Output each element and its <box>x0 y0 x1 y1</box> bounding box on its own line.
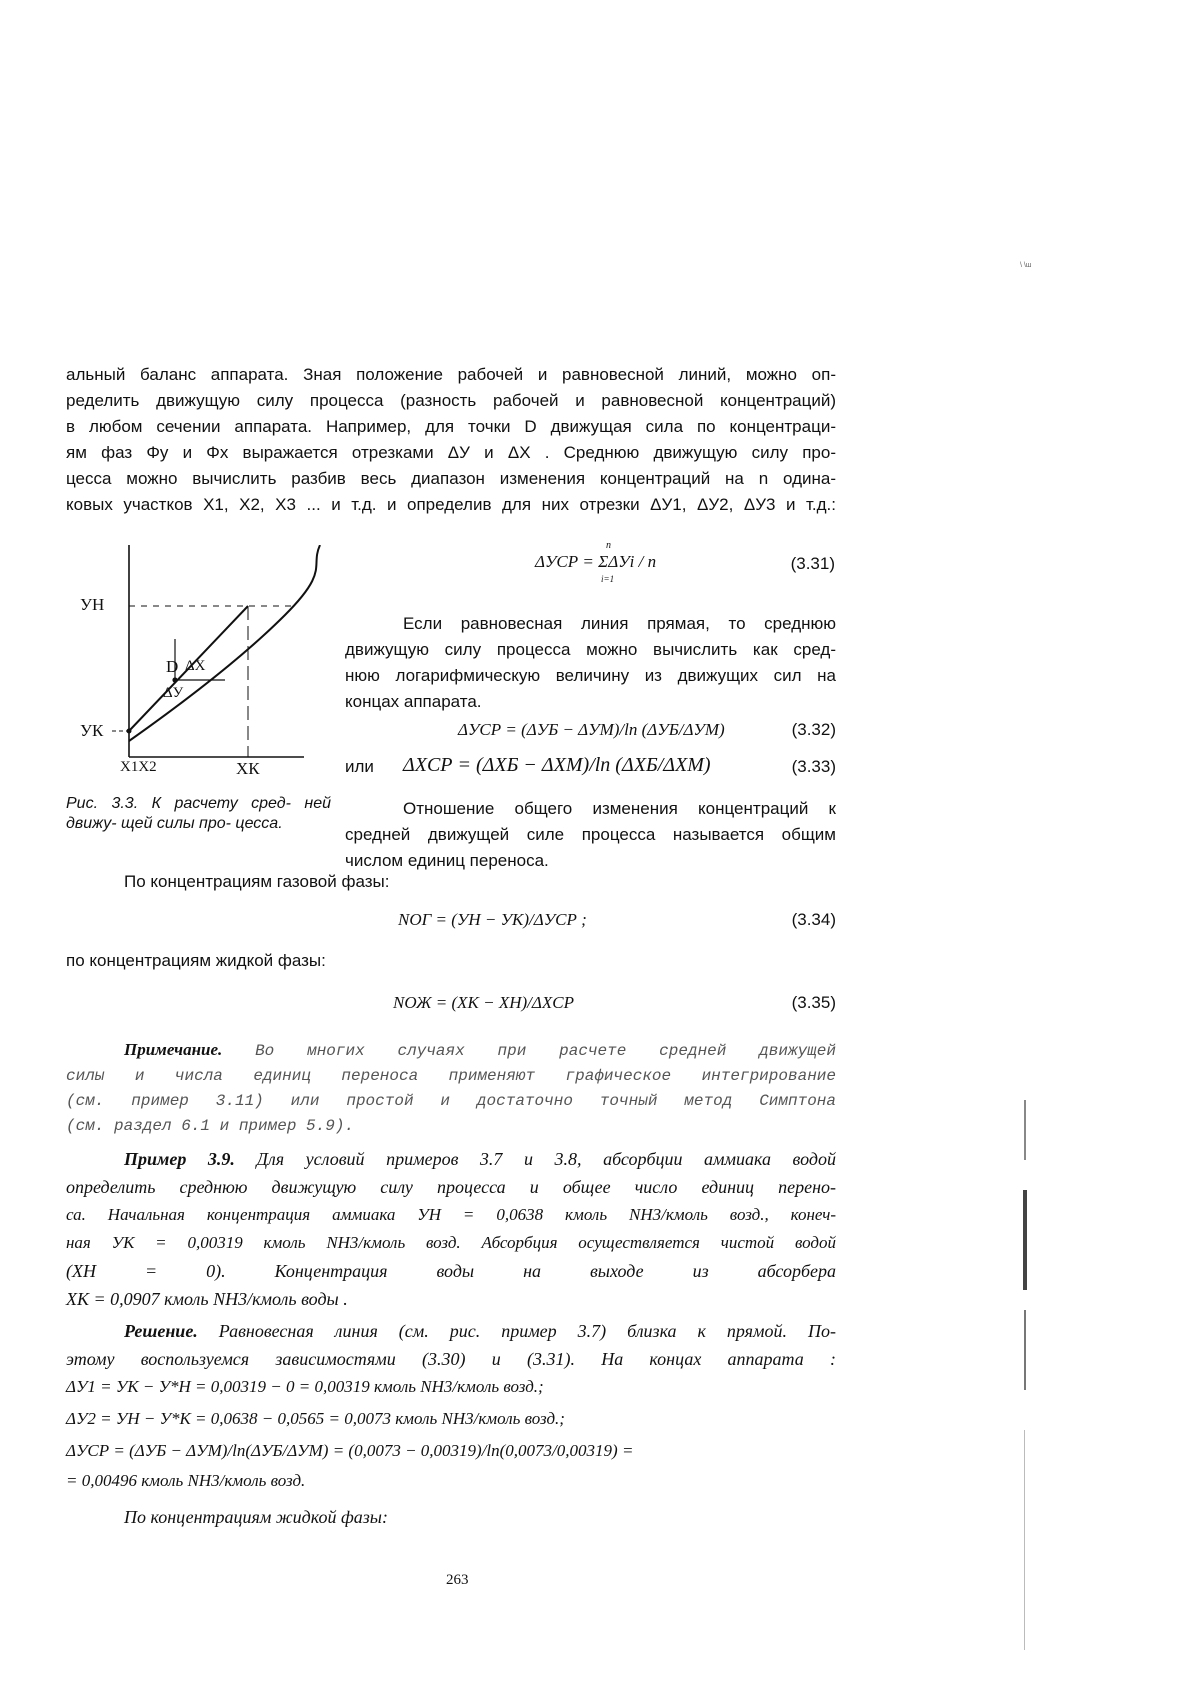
solution-line: По концентрациям жидкой фазы: <box>124 1507 388 1527</box>
eq-3-35-number: (3.35) <box>791 993 836 1012</box>
figure-3-3 <box>80 545 345 785</box>
intro-paragraph <box>66 362 836 518</box>
right-paragraph-1 <box>345 611 836 715</box>
label-delta-y: ΔУ <box>163 685 184 701</box>
liquid-phase-label: по концентрациям жидкой фазы: <box>66 951 326 970</box>
example-line: (XН = 0). Концентрация воды на выходе из абсорбера <box>66 1261 836 1281</box>
example-line <box>66 1145 836 1173</box>
intro-line: альный баланс аппарата. Зная положение рабочей и равновесной линий, можно оп- <box>66 365 836 384</box>
note-line: (см. раздел 6.1 и пример 5.9). <box>66 1117 355 1135</box>
example-block <box>66 1145 836 1313</box>
right-text-line: концах аппарата. <box>345 692 482 711</box>
equation-3-33 <box>345 754 836 777</box>
eq-3-32-formula: ΔУСР = (ΔУБ − ΔУМ)/ln (ΔУБ/ΔУМ) <box>458 720 725 739</box>
solution-line: ΔУСР = (ΔУБ − ΔУМ)/ln(ΔУБ/ΔУМ) = (0,0073 − 0,00319)/ln(0,0073/0,00319) = <box>66 1441 634 1460</box>
solution-line: = 0,00496 кмоль NH3/кмоль возд. <box>66 1471 306 1490</box>
equation-3-34 <box>398 910 836 930</box>
note-title: Примечание. <box>124 1040 223 1059</box>
page-number: 263 <box>446 1572 469 1588</box>
scan-mark <box>1024 1100 1026 1160</box>
right-text-line: Если равновесная линия прямая, то среднюю <box>403 614 836 633</box>
solution-block <box>66 1317 836 1531</box>
eq-3-34-formula: NОГ = (УН − УК)/ΔУСР ; <box>398 910 587 929</box>
scan-mark <box>1023 1190 1027 1290</box>
eq-3-33-number: (3.33) <box>791 757 836 776</box>
label-delta-x: ΔX <box>185 658 206 674</box>
eq-3-35-formula: NОЖ = (XК − XН)/ΔXСР <box>393 993 574 1012</box>
right-text-line: нюю логарифмическую величину из движущих сил на <box>345 666 836 685</box>
solution-line: ΔУ1 = УК − У*Н = 0,00319 − 0 = 0,00319 кмоль NH3/кмоль возд.; <box>66 1377 544 1396</box>
note-text: Во многих случаях при расчете средней движущей <box>255 1042 836 1060</box>
intro-line: ковых участков X1, X2, X3 ... и т.д. и определив для них отрезки ΔУ1, ΔУ2, ΔУ3 и т.д.: <box>66 495 836 514</box>
example-line: са. Начальная концентрация аммиака УН = 0,0638 кмоль NH3/кмоль возд., конеч- <box>66 1205 836 1224</box>
note-line: силы и числа единиц переноса применяют графическое интегрирование <box>66 1067 836 1085</box>
solution-text: Равновесная линия (см. рис. пример 3.7) близка к прямой. По- <box>218 1321 837 1341</box>
scan-mark <box>1024 1310 1026 1390</box>
label-d: D <box>166 657 179 676</box>
label-x1x2: X1X2 <box>120 759 157 775</box>
label-yk: УК <box>80 721 104 740</box>
equilibrium-curve <box>129 545 320 741</box>
label-xk: XК <box>236 759 260 778</box>
right-paragraph-2 <box>345 796 836 874</box>
eq-3-31-sum-bottom: i=1 <box>601 574 615 584</box>
point-start <box>127 729 132 734</box>
solution-title: Решение. <box>124 1321 198 1341</box>
example-line: определить среднюю движущую силу процесса и общее число единиц перено- <box>66 1177 836 1197</box>
solution-line: ΔУ2 = УН − У*К = 0,0638 − 0,0565 = 0,0073 кмоль NH3/кмоль возд.; <box>66 1409 565 1428</box>
corner-mark: \ \ш <box>1020 262 1032 269</box>
eq-3-31-number: (3.31) <box>790 554 835 573</box>
right-text-line: движущую силу процесса можно вычислить как сред- <box>345 640 836 659</box>
equation-3-35 <box>393 993 836 1013</box>
note-line: (см. пример 3.11) или простой и достаточно точный метод Симптона <box>66 1092 836 1110</box>
note-line <box>66 1036 836 1064</box>
right-text-line: средней движущей силе процесса называется общим <box>345 825 836 844</box>
eq-3-34-number: (3.34) <box>791 910 836 929</box>
example-line: ная УК = 0,00319 кмоль NH3/кмоль возд. Абсорбция осуществляется чистой водой <box>66 1233 836 1252</box>
eq-3-31-sum-top: n <box>606 540 611 551</box>
intro-line: цесса можно вычислить разбив весь диапазон изменения концентраций на n одина- <box>66 469 836 488</box>
equation-3-31 <box>535 540 835 590</box>
eq-3-33-prefix: или <box>345 757 374 776</box>
intro-line: ределить движущую силу процесса (разность рабочей и равновесной концентраций) <box>66 391 836 410</box>
eq-3-33-formula: ΔXСР = (ΔXБ − ΔXМ)/ln (ΔXБ/ΔXМ) <box>403 754 711 776</box>
example-line: XК = 0,0907 кмоль NH3/кмоль воды . <box>66 1289 348 1309</box>
example-title: Пример 3.9. <box>124 1149 235 1169</box>
equation-3-32 <box>458 720 836 740</box>
intro-line: ям фаз Φy и Φx выражается отрезками ΔУ и ΔX . Среднюю движущую силу про- <box>66 443 836 462</box>
right-text-line: Отношение общего изменения концентраций к <box>403 799 836 818</box>
eq-3-31-formula: ΔУСР = ΣΔУi / n <box>535 552 657 571</box>
eq-3-32-number: (3.32) <box>791 720 836 739</box>
figure-caption: Рис. 3.3. К расчету сред- ней движу- щей силы про- цесса. <box>66 795 331 832</box>
solution-line <box>66 1317 836 1345</box>
note-block <box>66 1036 836 1139</box>
label-yn: УН <box>80 595 105 614</box>
solution-line: этому воспользуемся зависимостями (3.30) и (3.31). На концах аппарата : <box>66 1349 836 1369</box>
right-text-line: числом единиц переноса. <box>345 851 549 870</box>
scan-edge-marks <box>1022 950 1028 1684</box>
scan-mark <box>1024 1430 1025 1650</box>
figure-plot <box>80 545 345 785</box>
intro-line: в любом сечении аппарата. Например, для точки D движущая сила по концентраци- <box>66 417 836 436</box>
gas-phase-label: По концентрациям газовой фазы: <box>124 872 390 891</box>
example-text: Для условий примеров 3.7 и 3.8, абсорбции аммиака водой <box>256 1149 836 1169</box>
